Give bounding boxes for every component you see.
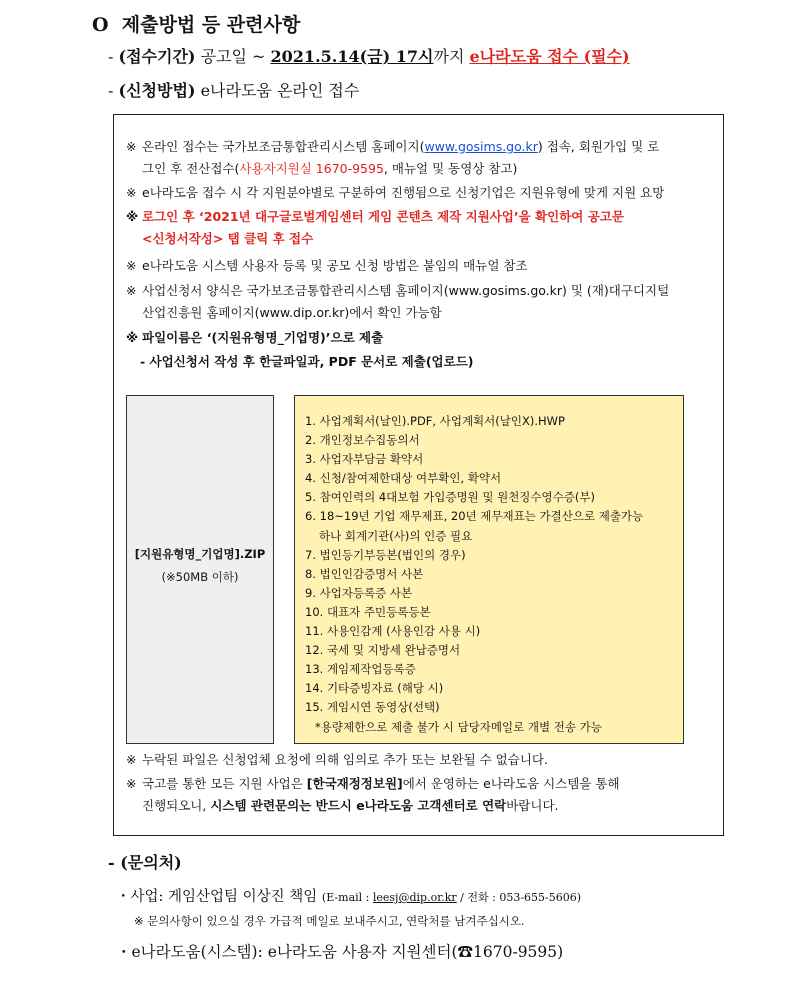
note-manual: ※ e나라도움 시스템 사용자 등록 및 공모 신청 방법은 붙임의 매뉴얼 참조 [126, 258, 528, 273]
list-item: 11. 사용인감계 (사용인감 사용 시) [305, 624, 481, 639]
heading-title: 제출방법 등 관련사항 [121, 14, 301, 36]
period-method: e나라도움 접수 (필수) [469, 47, 630, 66]
list-item: 7. 법인등기부등본(법인의 경우) [305, 547, 466, 562]
zip-size-limit: (※50MB 이하) [161, 570, 239, 584]
note-online-submission: ※ 온라인 접수는 국가보조금통합관리시스템 홈페이지(www.gosims.go.kr) 접속, 회원가입 및 로 [126, 139, 660, 154]
note-missing-files: ※ 누락된 파일은 신청업체 요청에 의해 임의로 추가 또는 보완될 수 없습니다. [126, 752, 548, 767]
section-heading [92, 10, 300, 37]
apply-dash: - [108, 81, 114, 100]
note-filename: ※ 파일이름은 ‘(지원유형명_기업명)’으로 제출 [126, 330, 384, 345]
contact-system: ・e나라도움(시스템): e나라도움 사용자 지원센터(☎1670-9595) [116, 943, 564, 961]
support-phone: 사용자지원실 1670-9595 [239, 161, 384, 176]
period-start: 공고일 ~ [200, 47, 266, 66]
note-form-cont: 산업진흥원 홈페이지(www.dip.or.kr)에서 확인 가능함 [142, 305, 442, 320]
apply-text: e나라도움 온라인 접수 [200, 81, 360, 100]
heading-marker: O [92, 14, 109, 36]
list-item: 4. 신청/참여제한대상 여부확인, 확약서 [305, 471, 502, 486]
note-filename-sub: - 사업신청서 작성 후 한글파일과, PDF 문서로 제출(업로드) [140, 354, 474, 369]
list-item: 6. 18~19년 기업 재무제표, 20년 제무재표는 가결산으로 제출가능 [305, 509, 644, 524]
note-form: ※ 사업신청서 양식은 국가보조금통합관리시스템 홈페이지(www.gosims.go.kr) 및 (재)대구디지털 [126, 283, 670, 298]
note-national-subsidy: ※ 국고를 통한 모든 지원 사업은 [한국재정정보원]에서 운영하는 e나라도움 시스템을 통해 [126, 776, 620, 791]
list-item: 5. 참여인력의 4대보험 가입증명원 및 원천징수영수증(부) [305, 490, 595, 505]
info-box [113, 114, 724, 836]
list-item: 10. 대표자 주민등록등본 [305, 604, 431, 619]
period-deadline: 2021.5.14(금) 17시 [270, 47, 434, 66]
period-label: (접수기간) [118, 47, 196, 66]
note-login-cont: <신청서작성> 탭 클릭 후 접수 [142, 231, 314, 246]
zip-file-box [126, 395, 274, 744]
note-national-subsidy-cont: 진행되오니, 시스템 관련문의는 반드시 e나라도움 고객센터로 연락바랍니다. [142, 798, 559, 813]
apply-label: (신청방법) [118, 81, 196, 100]
list-item: 14. 기타증빙자료 (해당 시) [305, 681, 444, 696]
list-item: 1. 사업계획서(날인).PDF, 사업계획서(날인X).HWP [305, 414, 565, 428]
list-item: 3. 사업자부담금 확약서 [305, 452, 424, 467]
contact-business: ・사업: 게임산업팀 이상진 책임 (E-mail : leesj@dip.or.kr / 전화 : 053-655-5606) [116, 889, 582, 905]
period-until: 까지 [433, 47, 465, 66]
required-files-list [294, 395, 684, 744]
list-item: 9. 사업자등록증 사본 [305, 585, 413, 600]
note-login: ※ 로그인 후 ‘2021년 대구글로벌게임센터 게임 콘텐츠 제작 지원사업’을 확인하여 공고문 [126, 209, 624, 224]
period-dash: - [108, 47, 114, 66]
list-item: 12. 국세 및 지방세 완납증명서 [305, 643, 461, 658]
list-item: 2. 개인정보수집동의서 [305, 433, 420, 448]
note-online-submission-cont: 그인 후 전산접수(사용자지원실 1670-9595, 매뉴얼 및 동영상 참고) [142, 161, 518, 176]
contact-email[interactable]: leesj@dip.or.kr [372, 891, 457, 904]
list-item: 8. 법인인감증명서 사본 [305, 566, 424, 581]
submission-period [108, 44, 630, 67]
contact-note: ※ 문의사항이 있으실 경우 가급적 메일로 보내주시고, 연락처를 남겨주십시오. [134, 914, 525, 928]
list-item: 하나 회계기관(사)의 인증 필요 [319, 528, 473, 543]
list-item: 15. 게임시연 동영상(선택) [305, 700, 440, 715]
gosims-link[interactable]: www.gosims.go.kr [424, 139, 538, 154]
zip-file-name: [지원유형명_기업명].ZIP [134, 547, 266, 561]
application-method [108, 78, 359, 101]
contact-heading: - (문의처) [108, 853, 182, 872]
list-item: *용량제한으로 제출 불가 시 담당자메일로 개별 전송 가능 [315, 719, 602, 734]
list-item: 13. 게임제작업등록증 [305, 662, 416, 677]
note-category: ※ e나라도움 접수 시 각 지원분야별로 구분하여 진행됨으로 신청기업은 지원유형에 맞게 지원 요망 [126, 185, 665, 200]
